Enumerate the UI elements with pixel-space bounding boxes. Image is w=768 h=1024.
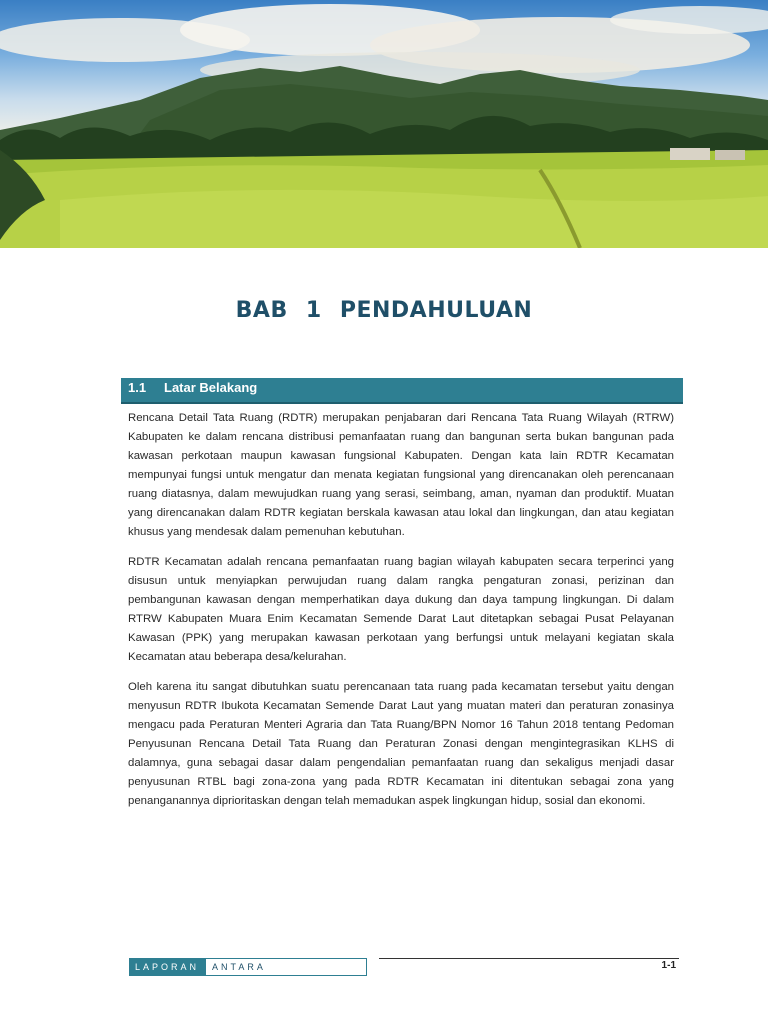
paragraph: RDTR Kecamatan adalah rencana pemanfaatan ruang bagian wilayah kabupaten secara terperinci yang disusun untuk menyiapkan perwujudan ruang dalam rangka pengaturan zonasi, perizinan dan pembangunan kawasan dengan memperhatikan daya dukung dan daya tampung lingkungan. Di dalam RTRW Kabupaten Muara Enim Kecamatan Semende Darat Laut ditetapkan sebagai Pusat Pelayanan Kawasan (PPK) yang merupakan kawasan perkotaan yang berfungsi untuk melayani kegiatan skala Kecamatan atau beberapa desa/kelurahan.: [128, 556, 674, 663]
paragraph: Oleh karena itu sangat dibutuhkan suatu perencanaan tata ruang pada kecamatan tersebut yaitu dengan menyusun RDTR Ibukota Kecamatan Semende Darat Laut yang muatan materi dan peraturan zonasinya mengacu pada Peraturan Menteri Agraria dan Tata Ruang/BPN Nomor 16 Tahun 2018 tentang Pedoman Penyusunan Rencana Detail Tata Ruang dan Peraturan Zonasi dengan mengintegrasikan KLHS di dalamnya, guna sebagai dasar dalam pengendalian pemanfaatan ruang dan sekaligus menjadi dasar penyusunan RTBL bagi zona-zona yang pada RDTR Kecamatan ini ditentukan sebagai zona yang penanganannya diprioritaskan dengan telah memadukan aspek lingkungan hidup, sosial dan ekonomi.: [128, 681, 674, 807]
chapter-title: BAB 1 PENDAHULUAN: [235, 298, 533, 323]
section-number: 1.1: [128, 380, 147, 395]
footer-report-label: [129, 958, 367, 976]
body-text: [128, 409, 674, 822]
page-number: 1-1: [661, 960, 676, 971]
footer-divider: [379, 958, 679, 959]
section-heading: [121, 378, 683, 404]
landscape-photo-icon: [0, 0, 768, 248]
footer-label-left: LAPORAN: [130, 959, 206, 975]
paragraph: Rencana Detail Tata Ruang (RDTR) merupakan penjabaran dari Rencana Tata Ruang Wilayah (RTRW) Kabupaten ke dalam rencana distribusi pemanfaatan ruang dan bangunan serta bukan bangunan pada kawasan perkotaan maupun kawasan fungsional Kabupaten. Dengan kata lain RDTR Kecamatan mempunyai fungsi untuk mengatur dan menata kegiatan fungsional yang direncanakan oleh perencanaan ruang diatasnya, dalam mewujudkan ruang yang serasi, seimbang, aman, nyaman dan produktif. Muatan yang direncanakan dalam RDTR kegiatan berskala kawasan atau lokal dan lingkungan, dan atau kegiatan khusus yang mendesak dalam pemenuhan kebutuhan.: [128, 412, 674, 538]
header-landscape-image: [0, 0, 768, 248]
footer-label-right: ANTARA: [212, 962, 266, 972]
section-title: Latar Belakang: [164, 380, 258, 395]
